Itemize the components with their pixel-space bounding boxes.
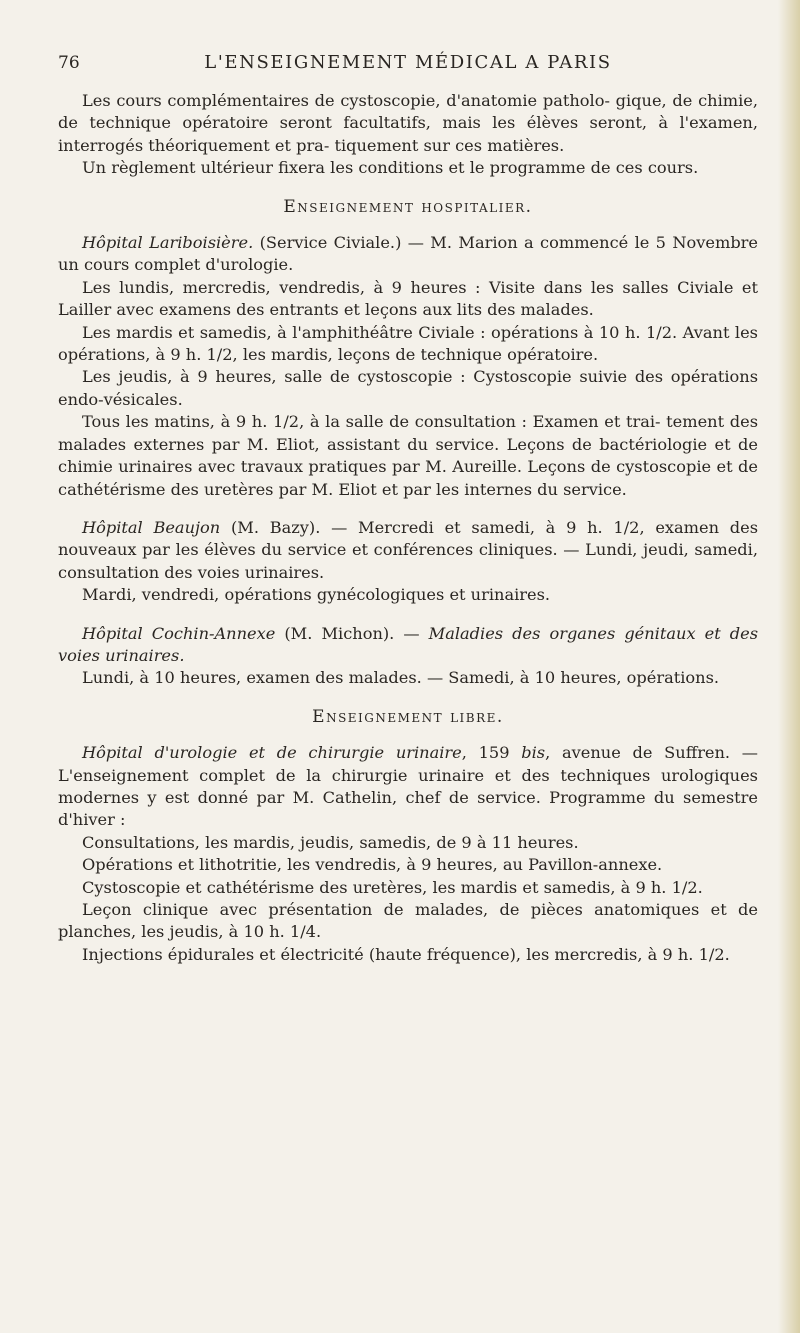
- lariboisiere-visits: Les lundis, mercredis, vendredis, à 9 heures : Visite dans les salles Civiale et Lailler avec examens des entrants et leçons aux lits des malades.: [58, 277, 758, 320]
- urology-hospital-addr-bis: bis: [521, 743, 546, 763]
- urology-hospital-intro: [58, 742, 758, 832]
- running-title: L'ENSEIGNEMENT MÉDICAL A PARIS: [204, 52, 612, 73]
- paragraph-complementary-courses: Les cours complémentaires de cystoscopie, d'anatomie patholo- gique, de chimie, de technique opératoire seront facultatifs, mais les élèves seront, à l'examen, interrogés théoriquement et pra- tiquement sur ces matières.: [58, 91, 758, 155]
- beaujon-name: Hôpital Beaujon: [82, 517, 221, 537]
- cochin-name: Hôpital Cochin-Annexe: [82, 623, 276, 643]
- urology-operations: Opérations et lithotritie, les vendredis, à 9 heures, au Pavillon-annexe.: [82, 855, 663, 875]
- page-edge-shadow: [778, 0, 800, 1333]
- urology-hospital-addr-pre: , 159: [461, 743, 522, 763]
- section-title-free-teaching: Enseignement libre.: [312, 706, 504, 727]
- beaujon-intro: [58, 517, 758, 584]
- urology-hospital-intro-text: , avenue de Suffren. — L'enseignement complet de la chirurgie urinaire et des techniques urologiques modernes y est donné par M. Cathelin, chef de service. Programme du semestre d'hiver :: [58, 743, 758, 830]
- beaujon-operations: Mardi, vendredi, opérations gynécologiques et urinaires.: [82, 585, 551, 605]
- urology-cystoscopy: Cystoscopie et cathétérisme des uretères, les mardis et samedis, à 9 h. 1/2.: [82, 877, 703, 897]
- page-header: [58, 52, 758, 78]
- lariboisiere-intro: [58, 232, 758, 277]
- cochin-title: Maladies des organes génitaux et des voies urinaires.: [58, 623, 759, 665]
- lariboisiere-cystoscopy: Les jeudis, à 9 heures, salle de cystoscopie : Cystoscopie suivie des opérations endo-vésicales.: [58, 367, 758, 409]
- urology-injections: Injections épidurales et électricité (haute fréquence), les mercredis, à 9 h. 1/2.: [82, 944, 730, 964]
- cochin-schedule: Lundi, à 10 heures, examen des malades. — Samedi, à 10 heures, opérations.: [82, 668, 720, 688]
- urology-clinical-lesson: Leçon clinique avec présentation de malades, de pièces anatomiques et de planches, les jeudis, à 10 h. 1/4.: [58, 900, 758, 942]
- paragraph-regulation: Un règlement ultérieur fixera les conditions et le programme de ces cours.: [82, 158, 699, 178]
- lariboisiere-name: Hôpital Lariboisière.: [82, 233, 254, 253]
- page-number: 76: [58, 53, 80, 73]
- beaujon-intro-text: (M. Bazy). — Mercredi et samedi, à 9 h. 1/2, examen des nouveaux par les élèves du service et conférences cliniques. — Lundi, jeudi, samedi, consultation des voies urinaires.: [58, 517, 759, 582]
- book-page: [58, 52, 758, 966]
- section-title-hospital-teaching: Enseignement hospitalier.: [283, 196, 533, 217]
- urology-hospital-name: Hôpital d'urologie et de chirurgie urinaire: [82, 743, 462, 763]
- urology-consultations: Consultations, les mardis, jeudis, samedis, de 9 à 11 heures.: [82, 832, 579, 852]
- cochin-intro: [58, 623, 758, 668]
- cochin-mid: (M. Michon). —: [275, 623, 429, 643]
- lariboisiere-consultation: Tous les matins, à 9 h. 1/2, à la salle de consultation : Examen et trai- tement des malades externes par M. Eliot, assistant du service. Leçons de bactériologie et de chimie urinaires avec travaux pratiques par M. Aureille. Leçons de cystoscopie et de cathétérisme des uretères par M. Eliot et par les internes du service.: [58, 412, 758, 499]
- lariboisiere-intro-text: (Service Civiale.) — M. Marion a commencé le 5 Novembre un cours complet d'urologie.: [58, 233, 759, 275]
- lariboisiere-operations: Les mardis et samedis, à l'amphithéâtre Civiale : opérations à 10 h. 1/2. Avant les opérations, à 9 h. 1/2, les mardis, leçons de technique opératoire.: [58, 322, 758, 365]
